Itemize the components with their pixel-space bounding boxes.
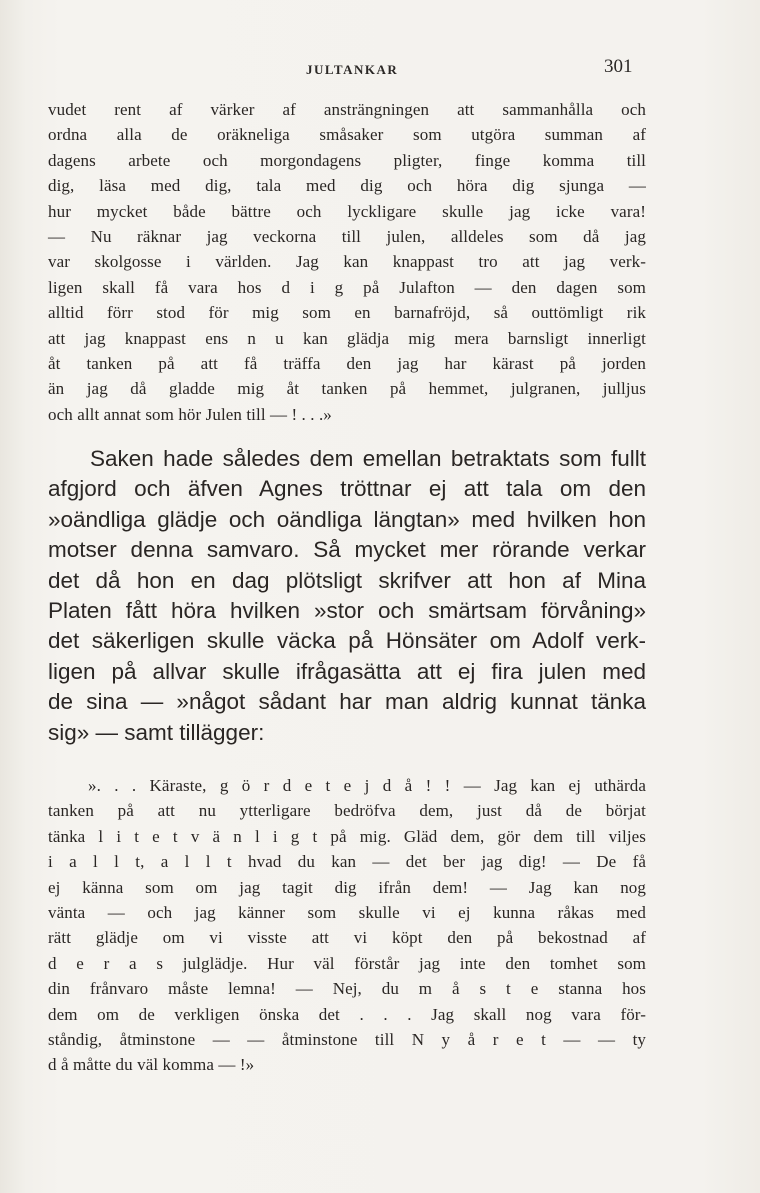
text-line: det säkerligen skulle väcka på Hönsäter om Adolf verk-	[48, 628, 646, 654]
page-number: 301	[604, 56, 633, 77]
text-line: hur mycket både bättre och lyckligare skulle jag icke vara!	[48, 201, 646, 221]
text-line: dig, läsa med dig, tala med dig och höra dig sjunga —	[48, 176, 646, 196]
text-line: vudet rent af värker af ansträngningen att sammanhålla och	[48, 100, 646, 119]
text-line: motser denna samvaro. Så mycket mer rörande verkar	[48, 537, 646, 563]
text-line: det då hon en dag plötsligt skrifver att hon af Mina	[48, 567, 646, 593]
text-line: ligen på allvar skulle ifrågasätta att ej fira julen med	[48, 658, 646, 684]
text-line: Saken hade således dem emellan betraktats som fullt	[90, 446, 646, 471]
running-title: JULTANKAR	[306, 62, 399, 77]
narrative-paragraph	[48, 444, 646, 748]
text-line: åt tanken på att få träffa den jag har kärast på jorden	[48, 354, 646, 374]
text-line: ligen skall få vara hos d i g på Julafton — den dagen som	[48, 277, 646, 297]
text-line: ej känna som om jag tagit dig ifrån dem! — Jag kan nog	[48, 877, 646, 897]
text-line: de sina — »något sådant har man aldrig kunnat tänka	[48, 689, 646, 715]
text-line: — Nu räknar jag veckorna till julen, alldeles som då jag	[48, 227, 646, 247]
text-line: än jag då gladde mig åt tanken på hemmet, julgranen, julljus	[48, 379, 646, 399]
text-line: ordna alla de oräkneliga småsaker som utgöra summan af	[48, 125, 646, 145]
text-line: alltid förr stod för mig som en barnafröjd, så outtömligt rik	[48, 303, 646, 323]
page-header	[0, 54, 760, 84]
text-line: din frånvaro måste lemna! — Nej, du m å s t e stanna hos	[48, 979, 646, 999]
text-line: var skolgosse i världen. Jag kan knappast tro att jag verk-	[48, 252, 646, 272]
text-line: sig» — samt tillägger:	[48, 719, 265, 745]
text-line: i a l l t, a l l t hvad du kan — det ber jag dig! — De få	[48, 852, 646, 872]
letter-paragraph-2	[48, 773, 646, 1078]
text-line: »oändliga glädje och oändliga längtan» med hvilken hon	[48, 506, 646, 532]
text-line: rätt glädje om vi visste att vi köpt den på bekostnad af	[48, 928, 646, 948]
letter-paragraph-1	[48, 97, 646, 427]
text-line: tanken på att nu ytterligare bedröfva dem, just då de börjat	[48, 801, 646, 821]
text-line: tänka l i t e t v ä n l i g t på mig. Gläd dem, gör dem till viljes	[48, 826, 646, 846]
text-line: afgjord och äfven Agnes tröttnar ej att tala om den	[48, 476, 646, 502]
text-line: d å måtte du väl komma — !»	[48, 1055, 255, 1075]
text-line: Platen fått höra hvilken »stor och smärtsam förvåning»	[48, 598, 646, 624]
text-line: vänta — och jag känner som skulle vi ej kunna råkas med	[48, 903, 646, 923]
text-line: och allt annat som hör Julen till — ! . . .»	[48, 404, 332, 424]
text-line: ». . . Käraste, g ö r d e t e j d å ! ! — Jag kan ej uthärda	[88, 776, 646, 795]
text-line: d e r a s julglädje. Hur väl förstår jag inte den tomhet som	[48, 953, 646, 973]
text-line: dagens arbete och morgondagens pligter, finge komma till	[48, 150, 646, 170]
text-line: att jag knappast ens n u kan glädja mig mera barnsligt innerligt	[48, 328, 646, 348]
text-line: dem om de verkligen önska det . . . Jag skall nog vara för-	[48, 1004, 646, 1024]
text-line: ståndig, åtminstone — — åtminstone till N y å r e t — — ty	[48, 1030, 646, 1050]
